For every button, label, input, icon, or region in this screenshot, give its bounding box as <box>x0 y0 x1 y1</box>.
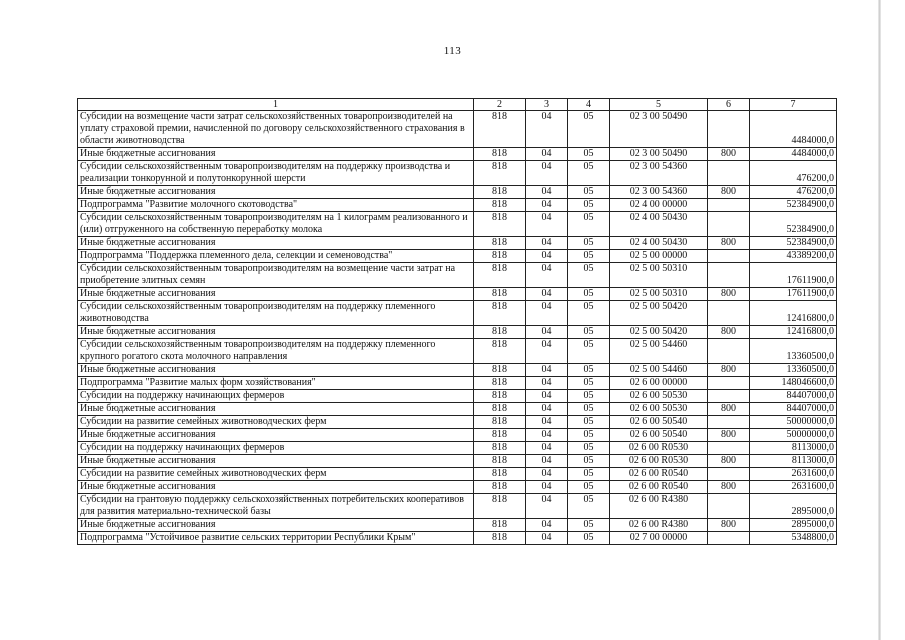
target-article-cell: 02 6 00 50530 <box>610 403 708 416</box>
section-cell: 04 <box>526 288 568 301</box>
amount-cell: 43389200,0 <box>750 250 837 263</box>
target-article-cell: 02 6 00 50540 <box>610 416 708 429</box>
admin-code-cell: 818 <box>474 186 526 199</box>
amount-cell: 17611900,0 <box>750 288 837 301</box>
table-row <box>78 377 837 390</box>
admin-code-cell: 818 <box>474 339 526 364</box>
admin-code-cell: 818 <box>474 250 526 263</box>
subsection-cell: 05 <box>568 429 610 442</box>
section-cell: 04 <box>526 250 568 263</box>
target-article-cell: 02 6 00 R0530 <box>610 455 708 468</box>
subsection-cell: 05 <box>568 111 610 148</box>
subsection-cell: 05 <box>568 161 610 186</box>
table-row <box>78 186 837 199</box>
table-body <box>78 111 837 545</box>
section-cell: 04 <box>526 390 568 403</box>
expense-type-cell <box>708 199 750 212</box>
section-cell: 04 <box>526 519 568 532</box>
subsection-cell: 05 <box>568 390 610 403</box>
expense-type-cell: 800 <box>708 288 750 301</box>
section-cell: 04 <box>526 532 568 545</box>
amount-cell: 84407000,0 <box>750 390 837 403</box>
expense-type-cell: 800 <box>708 148 750 161</box>
admin-code-cell: 818 <box>474 416 526 429</box>
item-name-cell: Подпрограмма "Устойчивое развитие сельских территории Республики Крым" <box>78 532 474 545</box>
amount-cell: 8113000,0 <box>750 442 837 455</box>
subsection-cell: 05 <box>568 212 610 237</box>
expense-type-cell <box>708 161 750 186</box>
admin-code-cell: 818 <box>474 455 526 468</box>
subsection-cell: 05 <box>568 519 610 532</box>
admin-code-cell: 818 <box>474 403 526 416</box>
target-article-cell: 02 5 00 50420 <box>610 326 708 339</box>
table-row <box>78 199 837 212</box>
header-cell: 2 <box>474 99 526 111</box>
amount-cell: 2631600,0 <box>750 468 837 481</box>
admin-code-cell: 818 <box>474 390 526 403</box>
item-name-cell: Иные бюджетные ассигнования <box>78 455 474 468</box>
section-cell: 04 <box>526 212 568 237</box>
admin-code-cell: 818 <box>474 519 526 532</box>
subsection-cell: 05 <box>568 237 610 250</box>
header-cell: 5 <box>610 99 708 111</box>
target-article-cell: 02 4 00 50430 <box>610 237 708 250</box>
admin-code-cell: 818 <box>474 212 526 237</box>
table-row <box>78 494 837 519</box>
item-name-cell: Иные бюджетные ассигнования <box>78 148 474 161</box>
amount-cell: 52384900,0 <box>750 199 837 212</box>
item-name-cell: Субсидии сельскохозяйственным товаропроизводителям на поддержку племенного животноводства <box>78 301 474 326</box>
item-name-cell: Подпрограмма "Развитие молочного скотоводства" <box>78 199 474 212</box>
expense-type-cell: 800 <box>708 403 750 416</box>
page-number: 113 <box>443 45 462 57</box>
target-article-cell: 02 5 00 50420 <box>610 301 708 326</box>
header-cell: 3 <box>526 99 568 111</box>
target-article-cell: 02 7 00 00000 <box>610 532 708 545</box>
target-article-cell: 02 6 00 R0530 <box>610 442 708 455</box>
item-name-cell: Иные бюджетные ассигнования <box>78 519 474 532</box>
target-article-cell: 02 4 00 50430 <box>610 212 708 237</box>
subsection-cell: 05 <box>568 442 610 455</box>
admin-code-cell: 818 <box>474 263 526 288</box>
expense-type-cell: 800 <box>708 237 750 250</box>
admin-code-cell: 818 <box>474 288 526 301</box>
section-cell: 04 <box>526 455 568 468</box>
item-name-cell: Субсидии на поддержку начинающих фермеров <box>78 390 474 403</box>
target-article-cell: 02 6 00 00000 <box>610 377 708 390</box>
item-name-cell: Подпрограмма "Поддержка племенного дела, селекции и семеноводства" <box>78 250 474 263</box>
subsection-cell: 05 <box>568 455 610 468</box>
expense-type-cell <box>708 416 750 429</box>
expense-type-cell <box>708 494 750 519</box>
item-name-cell: Субсидии на возмещение части затрат сельскохозяйственных товаропроизводителей на уплату страховой премии, начисленной по договору сельскохозяйственного страхования в области животноводства <box>78 111 474 148</box>
expense-type-cell <box>708 442 750 455</box>
item-name-cell: Иные бюджетные ассигнования <box>78 237 474 250</box>
expense-type-cell <box>708 339 750 364</box>
section-cell: 04 <box>526 403 568 416</box>
expense-type-cell <box>708 532 750 545</box>
target-article-cell: 02 5 00 54460 <box>610 339 708 364</box>
table-row <box>78 364 837 377</box>
table-row <box>78 455 837 468</box>
item-name-cell: Субсидии сельскохозяйственным товаропроизводителям на возмещение части затрат на приобретение элитных семян <box>78 263 474 288</box>
admin-code-cell: 818 <box>474 161 526 186</box>
subsection-cell: 05 <box>568 416 610 429</box>
table-row <box>78 519 837 532</box>
section-cell: 04 <box>526 468 568 481</box>
section-cell: 04 <box>526 263 568 288</box>
amount-cell: 52384900,0 <box>750 212 837 237</box>
table-row <box>78 416 837 429</box>
table-row <box>78 161 837 186</box>
amount-cell: 4484000,0 <box>750 111 837 148</box>
section-cell: 04 <box>526 186 568 199</box>
amount-cell: 476200,0 <box>750 161 837 186</box>
section-cell: 04 <box>526 481 568 494</box>
table-row <box>78 326 837 339</box>
expense-type-cell: 800 <box>708 481 750 494</box>
table-row <box>78 429 837 442</box>
admin-code-cell: 818 <box>474 481 526 494</box>
subsection-cell: 05 <box>568 148 610 161</box>
table-row <box>78 111 837 148</box>
expense-type-cell <box>708 111 750 148</box>
amount-cell: 5348800,0 <box>750 532 837 545</box>
section-cell: 04 <box>526 161 568 186</box>
admin-code-cell: 818 <box>474 237 526 250</box>
target-article-cell: 02 5 00 00000 <box>610 250 708 263</box>
admin-code-cell: 818 <box>474 494 526 519</box>
target-article-cell: 02 3 00 54360 <box>610 186 708 199</box>
target-article-cell: 02 6 00 50540 <box>610 429 708 442</box>
admin-code-cell: 818 <box>474 148 526 161</box>
section-cell: 04 <box>526 339 568 364</box>
section-cell: 04 <box>526 416 568 429</box>
header-cell: 1 <box>78 99 474 111</box>
target-article-cell: 02 6 00 50530 <box>610 390 708 403</box>
expense-type-cell <box>708 263 750 288</box>
subsection-cell: 05 <box>568 364 610 377</box>
subsection-cell: 05 <box>568 494 610 519</box>
header-cell: 7 <box>750 99 837 111</box>
section-cell: 04 <box>526 326 568 339</box>
table-header-row <box>78 99 837 111</box>
section-cell: 04 <box>526 148 568 161</box>
amount-cell: 476200,0 <box>750 186 837 199</box>
amount-cell: 50000000,0 <box>750 416 837 429</box>
table-row <box>78 481 837 494</box>
subsection-cell: 05 <box>568 481 610 494</box>
table-row <box>78 403 837 416</box>
target-article-cell: 02 6 00 R0540 <box>610 468 708 481</box>
item-name-cell: Иные бюджетные ассигнования <box>78 403 474 416</box>
section-cell: 04 <box>526 494 568 519</box>
item-name-cell: Субсидии на развитие семейных животноводческих ферм <box>78 416 474 429</box>
subsection-cell: 05 <box>568 263 610 288</box>
section-cell: 04 <box>526 429 568 442</box>
amount-cell: 12416800,0 <box>750 326 837 339</box>
table-row <box>78 468 837 481</box>
amount-cell: 4484000,0 <box>750 148 837 161</box>
expense-type-cell: 800 <box>708 429 750 442</box>
admin-code-cell: 818 <box>474 326 526 339</box>
budget-table <box>77 98 837 545</box>
target-article-cell: 02 3 00 50490 <box>610 148 708 161</box>
admin-code-cell: 818 <box>474 442 526 455</box>
item-name-cell: Подпрограмма "Развитие малых форм хозяйствования" <box>78 377 474 390</box>
expense-type-cell: 800 <box>708 364 750 377</box>
section-cell: 04 <box>526 301 568 326</box>
item-name-cell: Субсидии на грантовую поддержку сельскохозяйственных потребительских кооперативов для развития материально-технической базы <box>78 494 474 519</box>
target-article-cell: 02 5 00 54460 <box>610 364 708 377</box>
amount-cell: 8113000,0 <box>750 455 837 468</box>
section-cell: 04 <box>526 199 568 212</box>
amount-cell: 13360500,0 <box>750 339 837 364</box>
expense-type-cell: 800 <box>708 455 750 468</box>
admin-code-cell: 818 <box>474 111 526 148</box>
expense-type-cell <box>708 390 750 403</box>
subsection-cell: 05 <box>568 199 610 212</box>
table-row <box>78 532 837 545</box>
expense-type-cell <box>708 250 750 263</box>
item-name-cell: Субсидии на поддержку начинающих фермеров <box>78 442 474 455</box>
admin-code-cell: 818 <box>474 468 526 481</box>
table-row <box>78 442 837 455</box>
item-name-cell: Иные бюджетные ассигнования <box>78 364 474 377</box>
admin-code-cell: 818 <box>474 301 526 326</box>
target-article-cell: 02 3 00 50490 <box>610 111 708 148</box>
section-cell: 04 <box>526 442 568 455</box>
item-name-cell: Иные бюджетные ассигнования <box>78 326 474 339</box>
section-cell: 04 <box>526 237 568 250</box>
target-article-cell: 02 5 00 50310 <box>610 263 708 288</box>
table-row <box>78 212 837 237</box>
subsection-cell: 05 <box>568 301 610 326</box>
target-article-cell: 02 6 00 R4380 <box>610 519 708 532</box>
table-row <box>78 250 837 263</box>
target-article-cell: 02 3 00 54360 <box>610 161 708 186</box>
subsection-cell: 05 <box>568 339 610 364</box>
amount-cell: 2895000,0 <box>750 494 837 519</box>
target-article-cell: 02 5 00 50310 <box>610 288 708 301</box>
table-row <box>78 390 837 403</box>
subsection-cell: 05 <box>568 403 610 416</box>
amount-cell: 13360500,0 <box>750 364 837 377</box>
item-name-cell: Иные бюджетные ассигнования <box>78 429 474 442</box>
item-name-cell: Иные бюджетные ассигнования <box>78 481 474 494</box>
item-name-cell: Субсидии сельскохозяйственным товаропроизводителям на поддержку племенного крупного рогатого скота молочного направления <box>78 339 474 364</box>
admin-code-cell: 818 <box>474 377 526 390</box>
subsection-cell: 05 <box>568 326 610 339</box>
subsection-cell: 05 <box>568 186 610 199</box>
admin-code-cell: 818 <box>474 532 526 545</box>
section-cell: 04 <box>526 111 568 148</box>
subsection-cell: 05 <box>568 288 610 301</box>
table-row <box>78 148 837 161</box>
amount-cell: 2631600,0 <box>750 481 837 494</box>
item-name-cell: Субсидии сельскохозяйственным товаропроизводителям на поддержку производства и реализации тонкорунной и полутонкорунной шерсти <box>78 161 474 186</box>
expense-type-cell: 800 <box>708 186 750 199</box>
item-name-cell: Субсидии на развитие семейных животноводческих ферм <box>78 468 474 481</box>
item-name-cell: Иные бюджетные ассигнования <box>78 186 474 199</box>
amount-cell: 12416800,0 <box>750 301 837 326</box>
subsection-cell: 05 <box>568 532 610 545</box>
admin-code-cell: 818 <box>474 199 526 212</box>
subsection-cell: 05 <box>568 377 610 390</box>
table-row <box>78 263 837 288</box>
section-cell: 04 <box>526 364 568 377</box>
target-article-cell: 02 4 00 00000 <box>610 199 708 212</box>
table-row <box>78 301 837 326</box>
table-row <box>78 237 837 250</box>
amount-cell: 148046600,0 <box>750 377 837 390</box>
target-article-cell: 02 6 00 R4380 <box>610 494 708 519</box>
amount-cell: 17611900,0 <box>750 263 837 288</box>
subsection-cell: 05 <box>568 468 610 481</box>
expense-type-cell: 800 <box>708 519 750 532</box>
expense-type-cell <box>708 301 750 326</box>
amount-cell: 50000000,0 <box>750 429 837 442</box>
amount-cell: 84407000,0 <box>750 403 837 416</box>
expense-type-cell <box>708 377 750 390</box>
subsection-cell: 05 <box>568 250 610 263</box>
section-cell: 04 <box>526 377 568 390</box>
admin-code-cell: 818 <box>474 364 526 377</box>
table-row <box>78 288 837 301</box>
page-edge-shadow <box>878 0 881 640</box>
item-name-cell: Иные бюджетные ассигнования <box>78 288 474 301</box>
header-cell: 4 <box>568 99 610 111</box>
expense-type-cell: 800 <box>708 326 750 339</box>
expense-type-cell <box>708 468 750 481</box>
expense-type-cell <box>708 212 750 237</box>
table-row <box>78 339 837 364</box>
header-cell: 6 <box>708 99 750 111</box>
item-name-cell: Субсидии сельскохозяйственным товаропроизводителям на 1 килограмм реализованного и (или) отгруженного на собственную переработку молока <box>78 212 474 237</box>
amount-cell: 2895000,0 <box>750 519 837 532</box>
target-article-cell: 02 6 00 R0540 <box>610 481 708 494</box>
admin-code-cell: 818 <box>474 429 526 442</box>
amount-cell: 52384900,0 <box>750 237 837 250</box>
